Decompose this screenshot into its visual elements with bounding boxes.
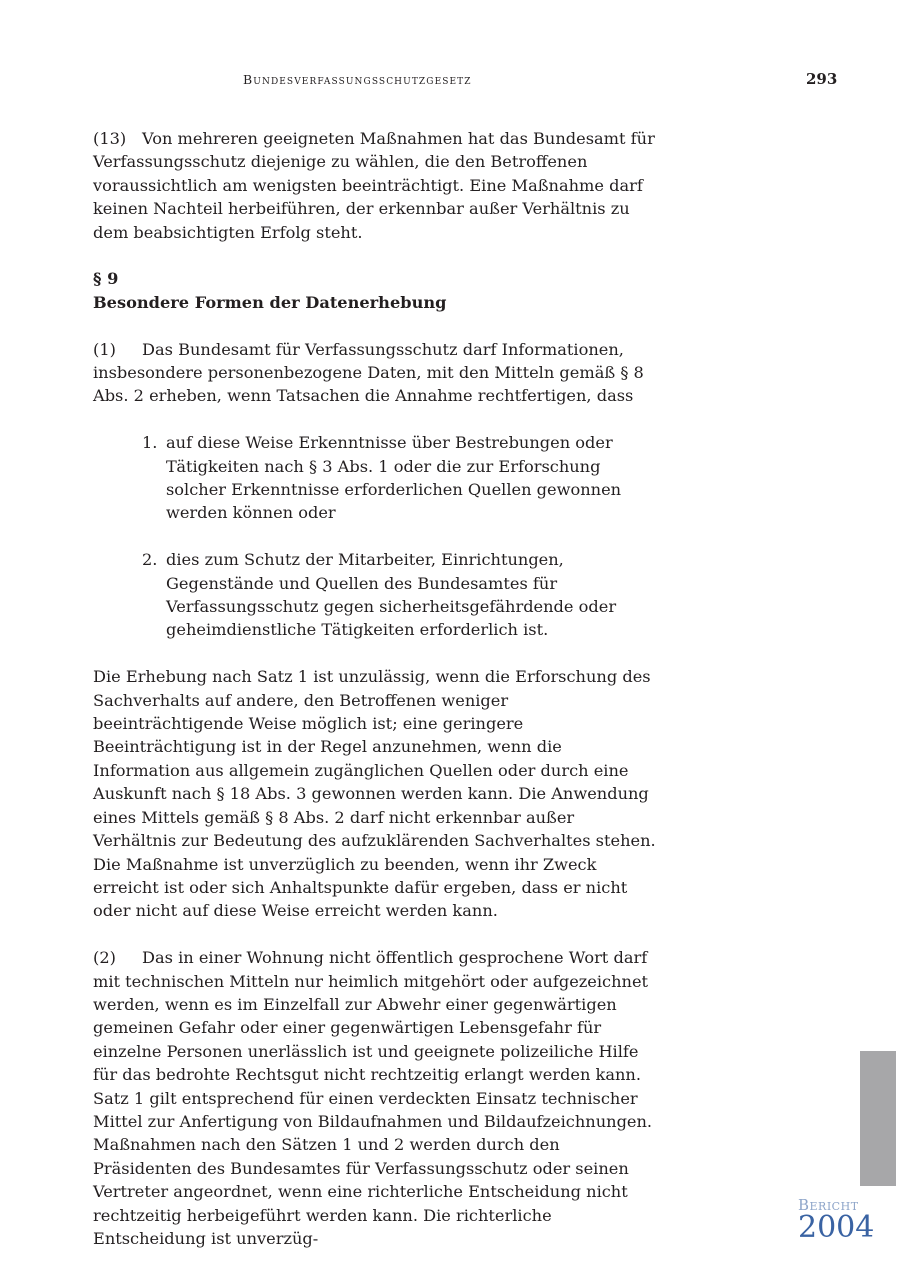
section-heading (93, 267, 657, 314)
section-number: § 9 (93, 269, 119, 289)
page-number: 293 (806, 70, 838, 88)
report-logo-word: Bericht (798, 1196, 859, 1214)
list-item (142, 431, 657, 525)
paragraph-2 (93, 946, 657, 1250)
paragraph-1 (93, 338, 657, 408)
list-item-number: 2. (142, 550, 158, 570)
enumerated-list (142, 431, 657, 642)
list-item (142, 548, 657, 642)
paragraph-text: Das in einer Wohnung nicht öffentlich gesprochene Wort darf mit technischen Mitteln nur heimlich mitgehört oder aufgezeichnet werden, wenn es im Einzelfall zur Abwehr einer gegenwärtigen gemeinen Gefahr oder einer gegenwärtigen Lebensgefahr für einzelne Personen unerlässlich ist und geeignete polizeiliche Hilfe für das bedrohte Rechtsgut nicht rechtzeitig erlangt werden kann. Satz 1 gilt entsprechend für einen verdeckten Einsatz technischer Mittel zur Anfertigung von Bildaufnahmen und Bildaufzeichnungen. Maßnahmen nach den Sätzen 1 und 2 werden durch den Präsidenten des Bundesamtes für Verfassungsschutz oder seinen Vertreter angeordnet, wenn eine richterliche Entscheidung nicht rechtzeitig herbeigeführt werden kann. Die richterliche Entscheidung ist unverzüg- (93, 948, 653, 1248)
section-title: Besondere Formen der Datenerhebung (93, 292, 447, 312)
paragraph-13 (93, 127, 657, 244)
paragraph-number: (2) (93, 948, 116, 968)
paragraph-1-continuation: Die Erhebung nach Satz 1 ist unzulässig, wenn die Erforschung des Sachverhalts auf andere, den Betroffenen weniger beeinträchtigende Weise möglich ist; eine geringere Beeinträchtigung ist in der Regel anzunehmen, wenn die Information aus allgemein zugänglichen Quellen oder durch eine Auskunft nach § 18 Abs. 3 gewonnen werden kann. Die Anwendung eines Mittels gemäß § 8 Abs. 2 darf nicht erkennbar außer Verhältnis zur Bedeutung des aufzuklärenden Sachverhaltes stehen. Die Maßnahme ist unverzüglich zu beenden, wenn ihr Zweck erreicht ist oder sich Anhaltspunkte dafür ergeben, dass er nicht oder nicht auf diese Weise erreicht werden kann. (93, 667, 656, 921)
paragraph-text: Das Bundesamt für Verfassungsschutz darf Informationen, insbesondere personenbezogene Daten, mit den Mitteln gemäß § 8 Abs. 2 erheben, wenn Tatsachen die Annahme rechtfertigen, dass (93, 339, 644, 406)
report-logo (798, 1196, 875, 1245)
side-tab-marker (860, 1051, 896, 1186)
document-body (93, 127, 657, 1274)
running-head-title: Bundesverfassungsschutzgesetz (243, 72, 472, 87)
list-item-text: auf diese Weise Erkenntnisse über Bestrebungen oder Tätigkeiten nach § 3 Abs. 1 oder die zur Erforschung solcher Erkenntnisse erforderlichen Quellen gewonnen werden können oder (166, 433, 622, 523)
list-item-number: 1. (142, 433, 158, 453)
paragraph-number: (13) (93, 129, 127, 148)
report-logo-year: 2004 (798, 1210, 875, 1245)
paragraph-number: (1) (93, 339, 116, 359)
list-item-text: dies zum Schutz der Mitarbeiter, Einrichtungen, Gegenstände und Quellen des Bundesamtes für Verfassungsschutz gegen sicherheitsgefährdende oder geheimdienstliche Tätigkeiten erforderlich ist. (166, 550, 617, 640)
paragraph-text: Von mehreren geeigneten Maßnahmen hat das Bundesamt für Verfassungsschutz diejenige zu wählen, die den Betroffenen voraussichtlich am wenigsten beeinträchtigt. Eine Maßnahme darf keinen Nachteil herbeiführen, der erkennbar außer Verhältnis zu dem beabsichtigten Erfolg steht. (93, 129, 655, 242)
